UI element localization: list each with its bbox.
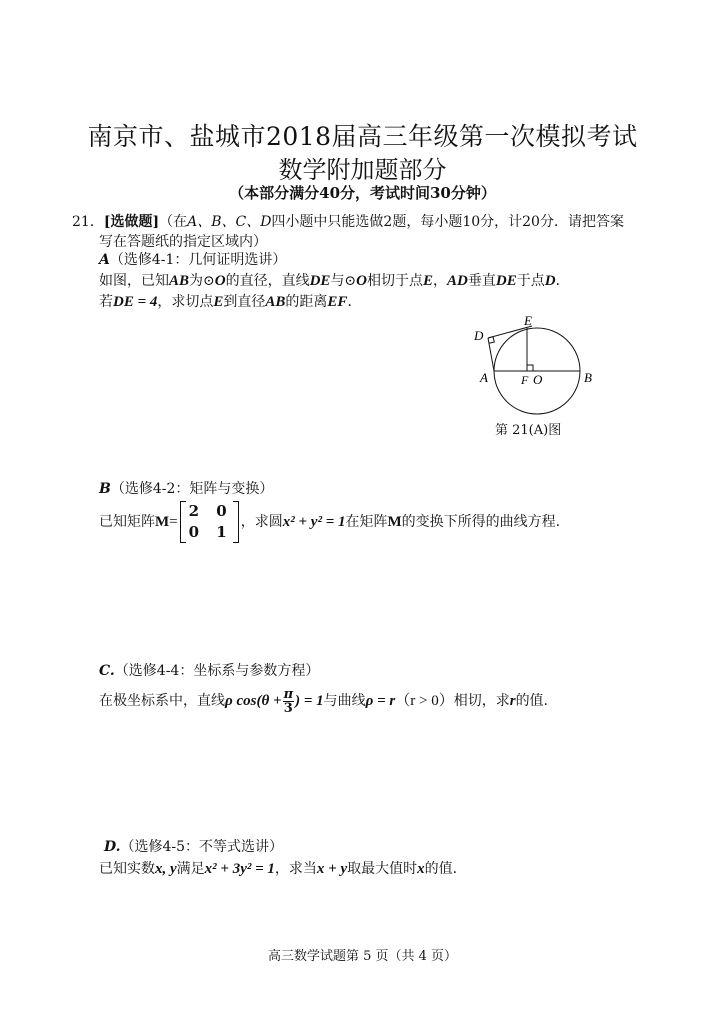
part-d-topic: （选修4-5：不等式选讲） bbox=[120, 839, 284, 855]
math-circle-equation: x² + y² = 1 bbox=[282, 514, 346, 530]
text: 在极坐标系中，直线 bbox=[99, 693, 225, 709]
label-a: A bbox=[480, 370, 488, 385]
part-b-topic: （选修4-2：矩阵与变换） bbox=[110, 481, 274, 497]
math-E: E bbox=[213, 294, 224, 310]
text: 的直径，直线 bbox=[225, 273, 310, 289]
math-D: D bbox=[544, 273, 556, 289]
text: 到直径 bbox=[223, 294, 266, 310]
part-b-heading bbox=[99, 478, 273, 500]
text: 如图，已知 bbox=[99, 273, 169, 289]
part-a-line2 bbox=[99, 291, 361, 313]
fraction-denominator: 3 bbox=[283, 700, 293, 716]
text: ，求圆 bbox=[240, 514, 283, 530]
fraction-numerator: π bbox=[283, 686, 294, 702]
math-condition: DE = 4 bbox=[113, 294, 158, 310]
label-o: O bbox=[533, 372, 543, 387]
figure-caption: 第 21(A)图 bbox=[495, 423, 562, 438]
text: 与曲线 bbox=[323, 693, 366, 709]
question-21-intro-line2: 写在答题纸的指定区域内） bbox=[99, 234, 267, 250]
page-subtitle: 数学附加题部分 bbox=[278, 156, 447, 184]
option-letters: A、B、C、D bbox=[187, 214, 272, 230]
label-e: E bbox=[524, 313, 532, 328]
math-r: r bbox=[509, 693, 516, 709]
text: ． bbox=[555, 273, 570, 289]
math-DE: DE bbox=[309, 273, 331, 289]
text: 取最大值时 bbox=[347, 861, 418, 877]
label-d: D bbox=[474, 328, 484, 343]
math-M: M bbox=[155, 514, 170, 530]
score-time-note: （本部分满分40分，考试时间30分钟） bbox=[229, 184, 496, 202]
fraction-pi-over-3 bbox=[283, 688, 295, 715]
math-E: E bbox=[423, 273, 434, 289]
text: ， bbox=[433, 273, 448, 289]
text: 的距离 bbox=[285, 294, 328, 310]
part-b-body bbox=[99, 500, 560, 544]
math-condition: （r > 0） bbox=[395, 693, 454, 709]
matrix-m bbox=[180, 501, 239, 543]
part-d-heading bbox=[104, 836, 283, 858]
part-a-line1 bbox=[99, 270, 570, 292]
math-EF: EF bbox=[327, 294, 348, 310]
text: 的变换下所得的曲线方程. bbox=[401, 514, 561, 530]
text: 相切，求 bbox=[453, 693, 510, 709]
part-c-label: C. bbox=[99, 663, 115, 679]
text: 与⊙ bbox=[330, 273, 357, 289]
math-equals: = bbox=[169, 514, 178, 530]
page-title: 南京市、盐城市2018届高三年级第一次模拟考试 bbox=[87, 122, 638, 151]
part-d-body bbox=[99, 858, 457, 880]
math-line-equation-left: ρ cos(θ + bbox=[225, 693, 282, 709]
intro-text: （在 bbox=[159, 214, 188, 230]
math-vars: x, y bbox=[155, 861, 177, 877]
text: 的值. bbox=[424, 861, 458, 877]
part-d-label: D. bbox=[104, 839, 121, 855]
text: ． bbox=[347, 294, 362, 310]
question-number: 21． bbox=[72, 214, 104, 230]
math-AB: AB bbox=[265, 294, 286, 310]
intro-text: 四小题中只能选做2题，每小题10分，计20分．请把答案 bbox=[271, 214, 624, 230]
math-O: O bbox=[214, 273, 226, 289]
label-b: B bbox=[584, 370, 592, 385]
part-c-topic: （选修4-4：坐标系与参数方程） bbox=[114, 663, 320, 679]
question-21-intro bbox=[72, 211, 624, 233]
text: 满足 bbox=[176, 861, 205, 877]
part-c-body bbox=[99, 683, 548, 719]
text: 的值. bbox=[515, 693, 549, 709]
part-a-topic: （选修4-1：几何证明选讲） bbox=[109, 252, 287, 268]
math-O: O bbox=[356, 273, 368, 289]
text: ，求切点 bbox=[157, 294, 214, 310]
math-AD: AD bbox=[447, 273, 468, 289]
text: 已知矩阵 bbox=[99, 514, 155, 530]
part-a-label: A bbox=[99, 252, 110, 268]
question-tag: [选做题] bbox=[103, 214, 160, 230]
text: ，求当 bbox=[274, 861, 317, 877]
math-x: x bbox=[417, 861, 425, 877]
text: 已知实数 bbox=[99, 861, 155, 877]
label-f: F bbox=[521, 373, 529, 387]
text: 相切于点 bbox=[367, 273, 424, 289]
page-footer: 高三数学试题第 5 页（共 4 页） bbox=[267, 949, 458, 964]
text: 为⊙ bbox=[189, 273, 215, 289]
part-b-label: B bbox=[99, 481, 111, 497]
right-angle-f bbox=[527, 365, 533, 371]
math-line-equation-right: ) = 1 bbox=[295, 693, 324, 709]
math-condition: x² + 3y² = 1 bbox=[204, 861, 275, 877]
math-curve: ρ = r bbox=[365, 693, 396, 709]
part-c-heading bbox=[99, 660, 319, 682]
geometry-figure bbox=[466, 312, 606, 420]
math-DE: DE bbox=[495, 273, 517, 289]
text: 若 bbox=[99, 294, 113, 310]
matrix-row-1: 2 0 bbox=[188, 502, 233, 520]
part-a-heading bbox=[99, 249, 286, 271]
matrix-row-2: 0 1 bbox=[188, 523, 233, 541]
text: 在矩阵 bbox=[345, 514, 388, 530]
math-M: M bbox=[387, 514, 402, 530]
math-expression: x + y bbox=[316, 861, 348, 877]
text: 于点 bbox=[516, 273, 545, 289]
math-AB: AB bbox=[169, 273, 190, 289]
text: 垂直 bbox=[467, 273, 496, 289]
